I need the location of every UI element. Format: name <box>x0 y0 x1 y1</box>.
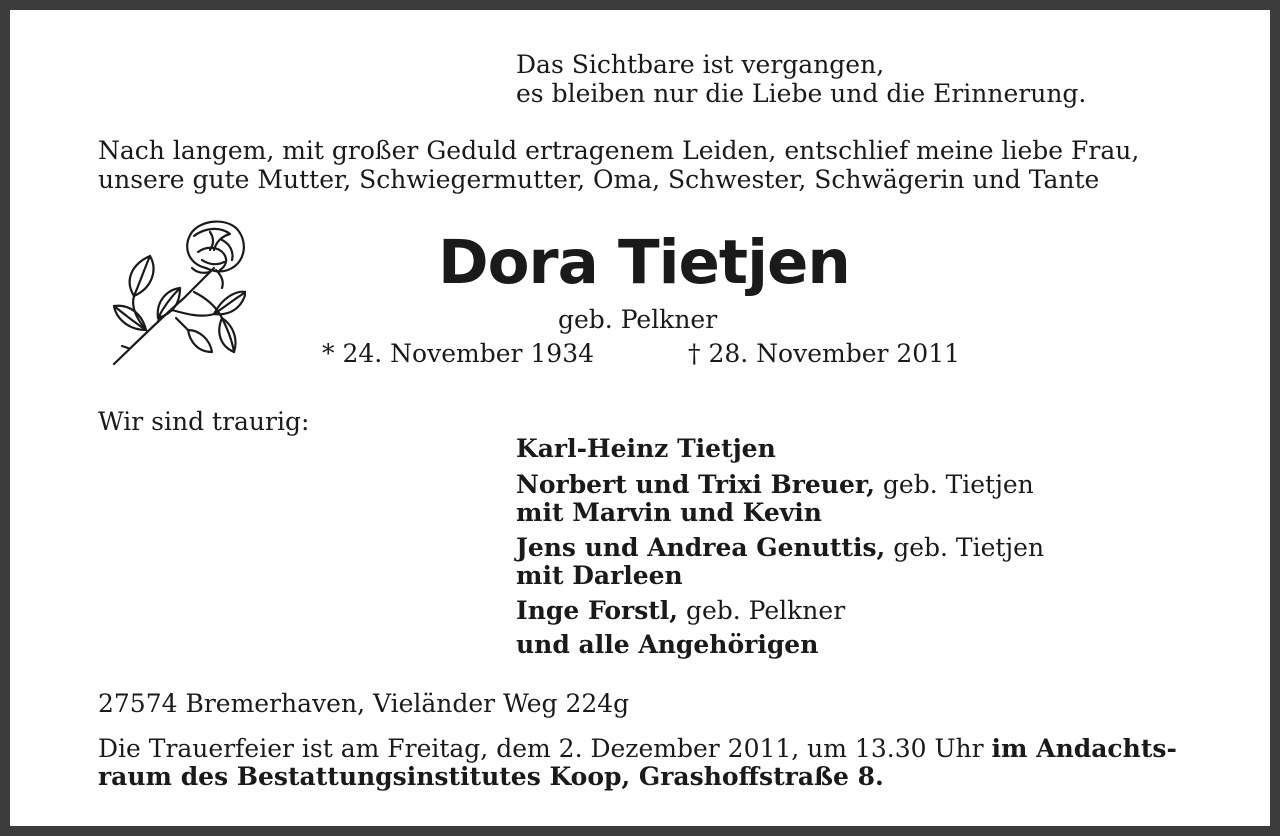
funeral-line-1 <box>98 735 1177 763</box>
mourner-name: und alle Angehörigen <box>516 630 819 659</box>
funeral-location: im Andachts- <box>991 734 1177 763</box>
mourner-maiden: geb. Pelkner <box>678 596 846 625</box>
birth-date: * 24. November 1934 <box>322 339 595 368</box>
funeral-text: Die Trauerfeier ist am Freitag, dem 2. Dezember 2011, um 13.30 Uhr <box>98 734 992 763</box>
mourners-heading: Wir sind traurig: <box>98 407 310 436</box>
mourner-children: mit Marvin und Kevin <box>516 498 822 527</box>
mourner-name: Karl-Heinz Tietjen <box>516 434 776 463</box>
intro-line-2: unsere gute Mutter, Schwiegermutter, Oma, Schwester, Schwägerin und Tante <box>98 165 1100 194</box>
mourner-entry <box>516 471 1034 499</box>
mourner-children: mit Darleen <box>516 561 683 590</box>
mourner-maiden: geb. Tietjen <box>874 470 1034 499</box>
deceased-name: Dora Tietjen <box>438 227 850 298</box>
motto-line-2: es bleiben nur die Liebe und die Erinnerung. <box>516 79 1087 108</box>
rose-icon <box>106 218 246 368</box>
mourner-name: Jens und Andrea Genuttis, <box>516 533 886 562</box>
intro-line-1: Nach langem, mit großer Geduld ertragenem Leiden, entschlief meine liebe Frau, <box>98 136 1140 165</box>
maiden-name: geb. Pelkner <box>558 305 718 334</box>
mourner-name: Inge Forstl, <box>516 596 679 625</box>
address: 27574 Bremerhaven, Vieländer Weg 224g <box>98 689 630 718</box>
obituary-notice <box>10 10 1270 826</box>
motto-line-1: Das Sichtbare ist vergangen, <box>516 50 885 79</box>
death-date: † 28. November 2011 <box>688 339 961 368</box>
mourner-entry <box>516 534 1044 562</box>
funeral-line-2: raum des Bestattungsinstitutes Koop, Grashoffstraße 8. <box>98 762 884 791</box>
mourner-entry <box>516 597 845 625</box>
mourner-maiden: geb. Tietjen <box>885 533 1045 562</box>
mourner-name: Norbert und Trixi Breuer, <box>516 470 875 499</box>
